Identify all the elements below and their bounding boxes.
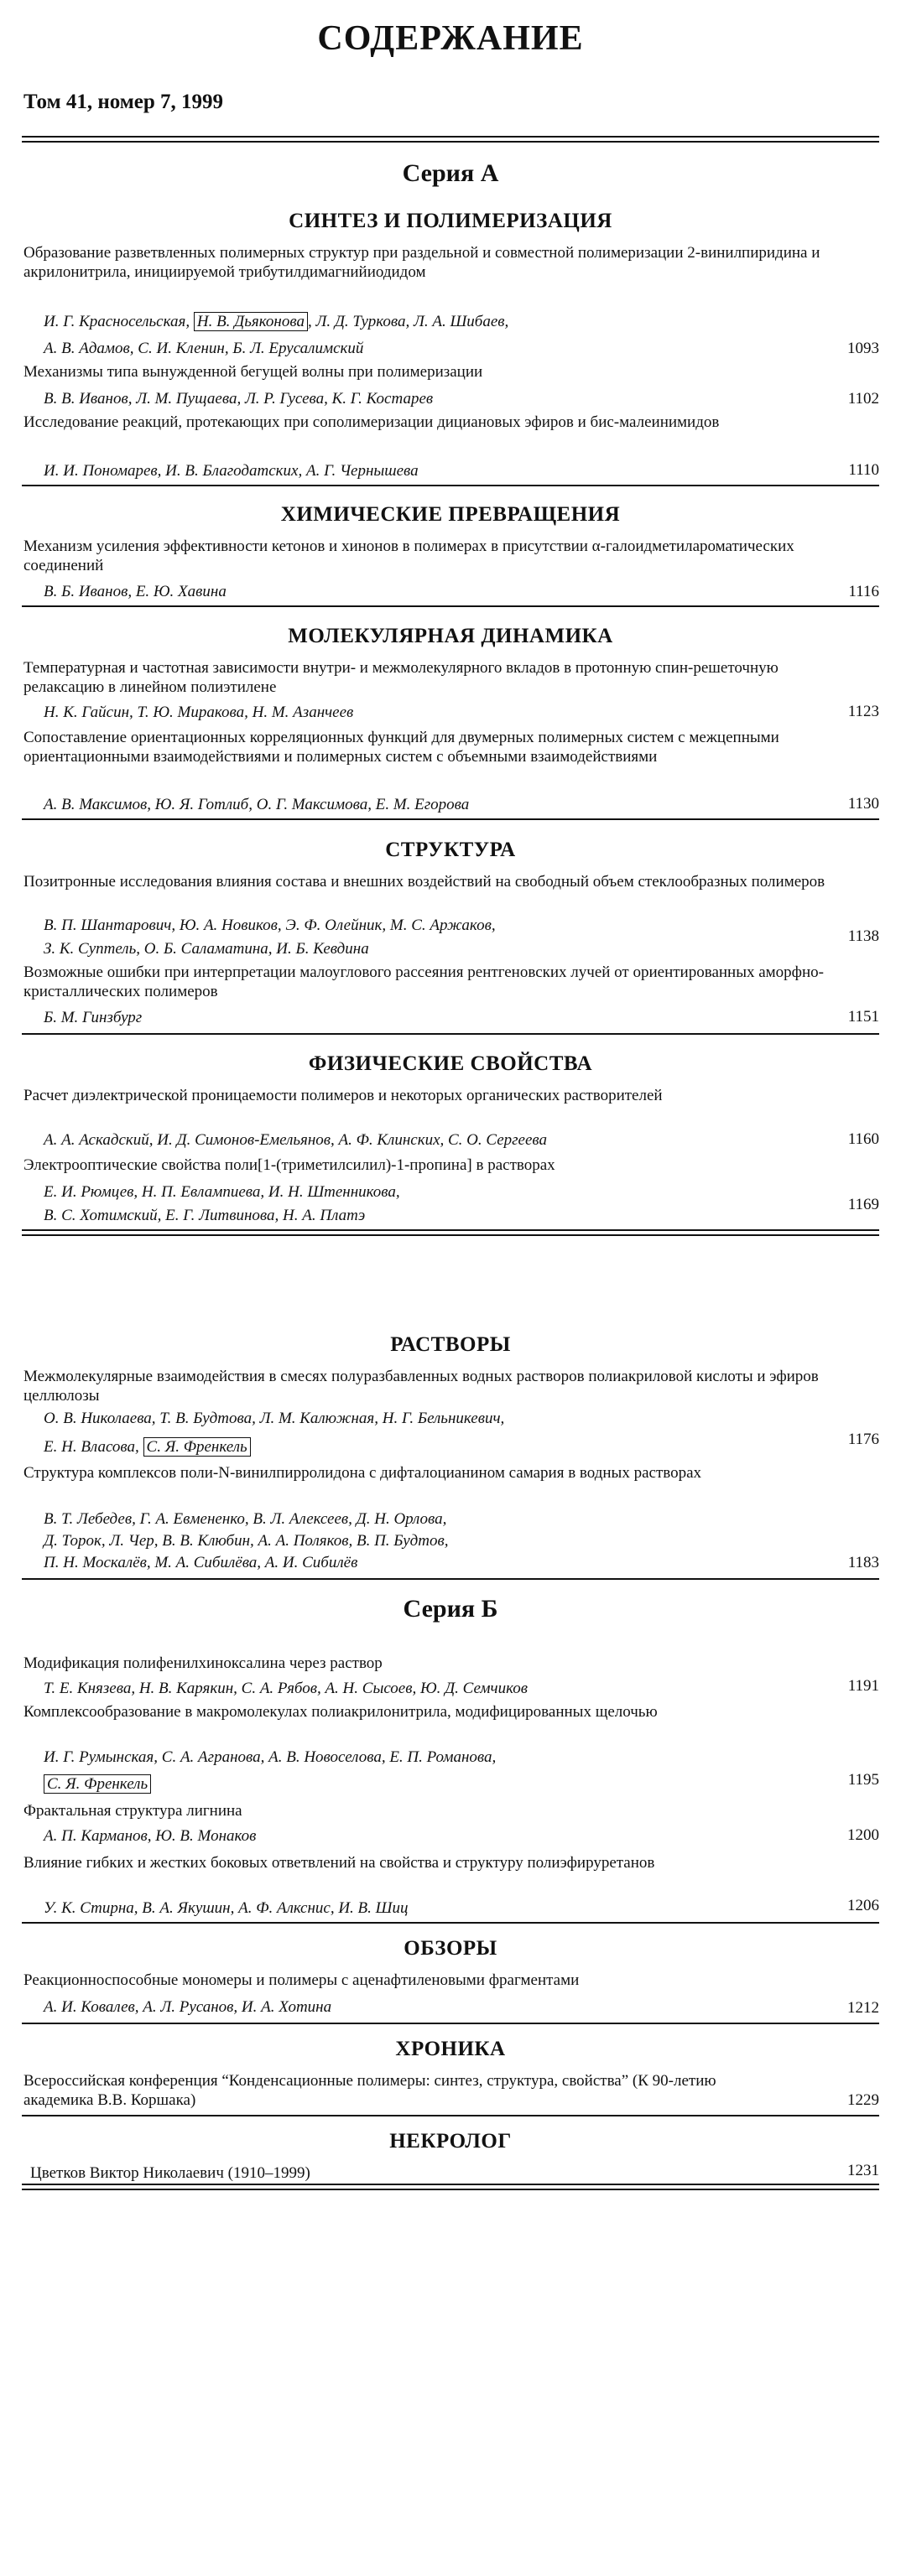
page-number: 1183 <box>847 1554 879 1571</box>
article-authors: А. П. Карманов, Ю. В. Монаков <box>44 1827 257 1845</box>
article-title: Фрактальная структура лигнина <box>23 1802 242 1820</box>
section-heading: ФИЗИЧЕСКИЕ СВОЙСТВА <box>308 1052 593 1075</box>
section-heading: СТРУКТУРА <box>385 839 516 861</box>
article-authors: В. В. Иванов, Л. М. Пущаева, Л. Р. Гусева, К. Г. Костарев <box>44 390 434 408</box>
page-number: 1151 <box>847 1008 879 1026</box>
series-heading: Серия А <box>402 159 499 187</box>
article-title: Модификация полифенилхиноксалина через раствор <box>23 1654 383 1672</box>
section-heading: ХИМИЧЕСКИЕ ПРЕВРАЩЕНИЯ <box>280 503 621 526</box>
series-heading: Серия Б <box>403 1595 498 1623</box>
article-title: Влияние гибких и жестких боковых ответвлений на свойства и структуру полиэфируретанов <box>23 1854 655 1872</box>
article-title: Образование разветвленных полимерных структур при раздельной и совместной полимеризации 2-винилпиридина и акрилонитрила, инициируемой трибутилдимагнийиодидом <box>23 244 820 281</box>
article-authors: В. П. Шантарович, Ю. А. Новиков, Э. Ф. Олейник, М. С. Аржаков, <box>44 917 496 934</box>
article-authors: В. С. Хотимский, Е. Г. Литвинова, Н. А. Платэ <box>44 1207 366 1224</box>
page-number: 1212 <box>847 1999 879 2017</box>
article-authors: Д. Торок, Л. Чер, В. В. Клюбин, А. А. Поляков, В. П. Будтов, <box>44 1532 449 1550</box>
article-authors: А. И. Ковалев, А. Л. Русанов, И. А. Хотина <box>44 1998 332 2016</box>
divider <box>22 1922 879 1924</box>
divider <box>22 136 879 143</box>
section-heading: МОЛЕКУЛЯРНАЯ ДИНАМИКА <box>288 625 613 647</box>
article-title: Цветков Виктор Николаевич (1910–1999) <box>30 2164 310 2182</box>
article-title: Реакционноспособные мономеры и полимеры с аценафтиленовыми фрагментами <box>23 1971 580 1989</box>
article-title: Механизм усиления эффективности кетонов и хинонов в полимерах в присутствии α-галоидметилароматических соединений <box>23 538 794 574</box>
article-authors: Б. М. Гинзбург <box>44 1009 143 1026</box>
page-number: 1130 <box>847 795 879 813</box>
page-number: 1123 <box>847 703 879 720</box>
article-authors: И. Г. Красносельская, Н. В. Дьяконова , Л. Д. Туркова, Л. А. Шибаев, <box>44 313 509 330</box>
article-title: Исследование реакций, протекающих при сополимеризации дициановых эфиров и бис-малеинимидов <box>23 413 720 431</box>
article-title: Сопоставление ориентационных корреляционных функций для двумерных полимерных систем с межцепными ориентационными взаимодействиями и полимерных систем с объемными взаимодействиями <box>23 729 779 766</box>
page-number: 1169 <box>847 1196 879 1213</box>
article-title: Всероссийская конференция “Конденсационные полимеры: синтез, структура, свойства” (К 90-летию академика В.В. Коршака) <box>23 2072 716 2109</box>
page-number: 1116 <box>848 583 879 600</box>
page-number: 1138 <box>847 927 879 945</box>
section-heading: ОБЗОРЫ <box>404 1937 497 1960</box>
article-authors: Н. К. Гайсин, Т. Ю. Миракова, Н. М. Азанчеев <box>44 704 354 721</box>
article-authors <box>44 1773 799 1795</box>
divider <box>22 1578 879 1580</box>
page-number: 1231 <box>847 2162 879 2179</box>
page-number: 1229 <box>847 2091 879 2109</box>
divider <box>22 1229 879 1236</box>
article-authors: В. Б. Иванов, Е. Ю. Хавина <box>44 583 227 600</box>
article-authors: В. Т. Лебедев, Г. А. Евмененко, В. Л. Алексеев, Д. Н. Орлова, <box>44 1510 447 1528</box>
page-number: 1176 <box>847 1431 879 1448</box>
issue-line: Том 41, номер 7, 1999 <box>23 91 224 113</box>
page-number: 1206 <box>847 1897 879 1914</box>
article-authors: З. К. Суптель, О. Б. Саламатина, И. Б. Кевдина <box>44 940 369 958</box>
article-title: Температурная и частотная зависимости внутри- и межмолекулярного вкладов в протонную спин-решеточную релаксацию в линейном полиэтилене <box>23 659 779 696</box>
divider <box>22 2023 879 2024</box>
divider <box>22 605 879 607</box>
page-number: 1191 <box>847 1677 879 1695</box>
article-title: Электрооптические свойства поли[1-(триметилсилил)-1-пропина] в растворах <box>23 1156 555 1174</box>
article-authors: И. И. Пономарев, И. В. Благодатских, А. Г. Чернышева <box>44 462 419 480</box>
article-title: Структура комплексов поли-N-винилпирролидона с дифталоцианином самария в водных растворах <box>23 1464 702 1482</box>
article-authors: У. К. Стирна, В. А. Якушин, А. Ф. Алкснис, И. В. Шиц <box>44 1899 409 1917</box>
divider <box>22 818 879 820</box>
page-number: 1102 <box>847 390 879 408</box>
section-heading: СИНТЕЗ И ПОЛИМЕРИЗАЦИЯ <box>289 210 612 232</box>
article-authors: А. В. Максимов, Ю. Я. Готлиб, О. Г. Максимова, Е. М. Егорова <box>44 796 470 813</box>
boxed-author: Н. В. Дьяконова <box>194 312 308 331</box>
boxed-author: С. Я. Френкель <box>44 1774 151 1794</box>
page-number: 1160 <box>847 1130 879 1148</box>
article-authors: П. Н. Москалёв, М. А. Сибилёва, А. И. Сибилёв <box>44 1554 358 1571</box>
page-title: СОДЕРЖАНИЕ <box>317 19 584 58</box>
page-number: 1195 <box>847 1771 879 1789</box>
page-number: 1110 <box>848 461 879 479</box>
divider <box>22 2115 879 2116</box>
article-authors: И. Г. Румынская, С. А. Агранова, А. В. Новоселова, Е. П. Романова, <box>44 1748 497 1766</box>
article-authors: О. В. Николаева, Т. В. Будтова, Л. М. Калюжная, Н. Г. Бельникевич, <box>44 1410 505 1427</box>
article-title: Межмолекулярные взаимодействия в смесях полуразбавленных водных растворов полиакриловой кислоты и эфиров целлюлозы <box>23 1368 819 1405</box>
article-title: Позитронные исследования влияния состава и внешних воздействий на свободный объем стеклообразных полимеров <box>23 873 825 891</box>
divider <box>22 2184 879 2190</box>
article-authors: Е. Н. Власова, С. Я. Френкель <box>44 1436 799 1458</box>
page-number: 1093 <box>847 340 879 357</box>
article-authors: А. В. Адамов, С. И. Кленин, Б. Л. Ерусалимский <box>44 340 364 357</box>
article-authors: Е. И. Рюмцев, Н. П. Евлампиева, И. Н. Штенникова, <box>44 1183 400 1201</box>
article-title: Комплексообразование в макромолекулах полиакрилонитрила, модифицированных щелочью <box>23 1703 658 1721</box>
page-number: 1200 <box>847 1826 879 1844</box>
article-authors: Т. Е. Князева, Н. В. Карякин, С. А. Рябов, А. Н. Сысоев, Ю. Д. Семчиков <box>44 1680 529 1697</box>
section-heading: РАСТВОРЫ <box>390 1333 511 1356</box>
section-heading: ХРОНИКА <box>395 2038 506 2060</box>
article-title: Возможные ошибки при интерпретации малоуглового рассеяния рентгеновских лучей от ориентированных аморфно-кристаллических полимеров <box>23 963 824 1000</box>
article-authors: А. А. Аскадский, И. Д. Симонов-Емельянов, А. Ф. Клинских, С. О. Сергеева <box>44 1131 548 1149</box>
boxed-author: С. Я. Френкель <box>143 1437 251 1457</box>
section-heading: НЕКРОЛОГ <box>389 2130 512 2153</box>
article-title: Расчет диэлектрической проницаемости полимеров и некоторых органических растворителей <box>23 1087 663 1104</box>
divider <box>22 1033 879 1035</box>
divider <box>22 485 879 486</box>
article-title: Механизмы типа вынужденной бегущей волны при полимеризации <box>23 363 483 381</box>
